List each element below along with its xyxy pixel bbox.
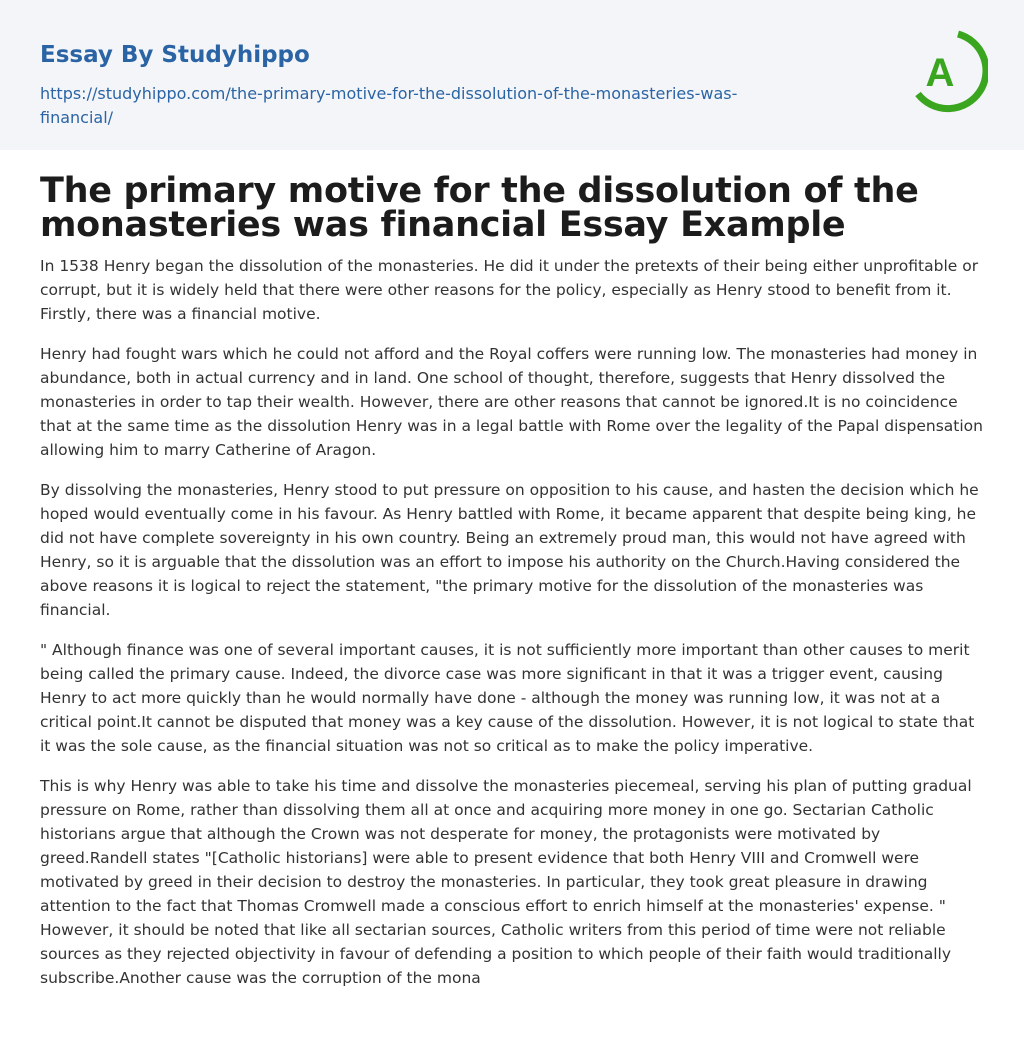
source-url-link[interactable]: https://studyhippo.com/the-primary-motive-for-the-dissolution-of-the-monasteries-was-financial/ (40, 84, 738, 127)
logo-letter: A (925, 51, 955, 95)
article (0, 150, 1024, 990)
paragraph-1: In 1538 Henry began the dissolution of the monasteries. He did it under the pretexts of their being either unprofitable or corrupt, but it is widely held that there were other reasons for the policy, especially as Henry stood to benefit from it. Firstly, there was a financial motive. (40, 257, 979, 323)
paragraph-5: This is why Henry was able to take his time and dissolve the monasteries piecemeal, serving his plan of putting gradual pressure on Rome, rather than dissolving them all at once and acquiring more money in one go. Sectarian Catholic historians argue that although the Crown was not desperate for money, the protagonists were motivated by greed.Randell states "[Catholic historians] were able to present evidence that both Henry VIII and Cromwell were motivated by greed in their decision to destroy the monasteries. In particular, they took great pleasure in drawing attention to the fact that Thomas Cromwell made a conscious effort to enrich himself at the monasteries' expense. " However, it should be noted that like all sectarian sources, Catholic writers from this period of time were not reliable sources as they rejected objectivity in favour of defending a position to which people of their faith would traditionally subscribe.Another cause was the corruption of the mona (40, 777, 972, 987)
paragraph-3: By dissolving the monasteries, Henry stood to put pressure on opposition to his cause, and hasten the decision which he hoped would eventually come in his favour. As Henry battled with Rome, it became apparent that despite being king, he did not have complete sovereignty in his own country. Being an extremely proud man, this would not have agreed with Henry, so it is arguable that the dissolution was an effort to impose his authority on the Church.Having considered the above reasons it is logical to reject the statement, "the primary motive for the dissolution of the monasteries was financial. (40, 481, 979, 619)
site-header (0, 0, 1024, 150)
paragraph-2: Henry had fought wars which he could not afford and the Royal coffers were running low. The monasteries had money in abundance, both in actual currency and in land. One school of thought, therefore, suggests that Henry dissolved the monasteries in order to tap their wealth. However, there are other reasons that cannot be ignored.It is no coincidence that at the same time as the dissolution Henry was in a legal battle with Rome over the legality of the Papal dispensation allowing him to marry Catherine of Aragon. (40, 345, 983, 459)
studyhippo-logo-icon[interactable] (910, 28, 988, 116)
site-title[interactable]: Essay By Studyhippo (40, 42, 310, 68)
page-title: The primary motive for the dissolution of the monasteries was financial Essay Example (40, 171, 919, 245)
paragraph-4: " Although finance was one of several important causes, it is not sufficiently more important than other causes to merit being called the primary cause. Indeed, the divorce case was more significant in that it was a trigger event, causing Henry to act more quickly than he would normally have done - although the money was running low, it was not at a critical point.It cannot be disputed that money was a key cause of the dissolution. However, it is not logical to state that it was the sole cause, as the financial situation was not so critical as to make the policy imperative. (40, 641, 975, 755)
